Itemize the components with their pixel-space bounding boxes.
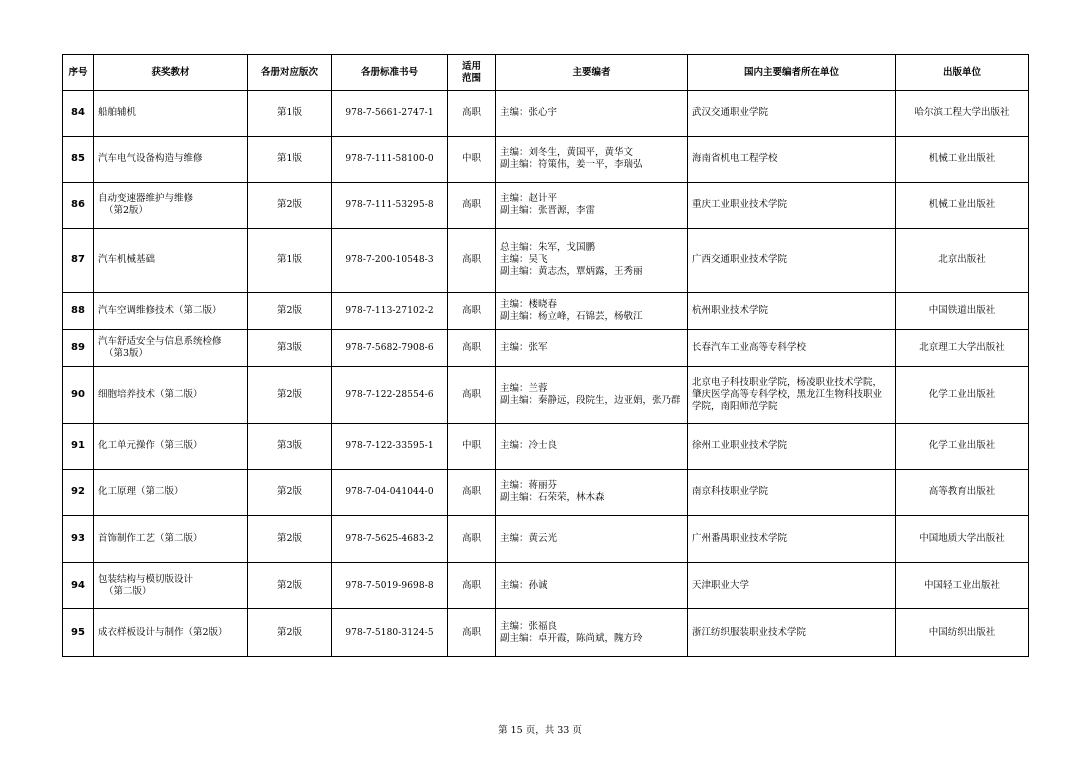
isbn-cell: 978-7-111-58100-0 bbox=[332, 136, 448, 183]
row-number: 84 bbox=[63, 91, 94, 137]
isbn-cell: 978-7-5661-2747-1 bbox=[332, 91, 448, 137]
editors-cell bbox=[496, 424, 688, 470]
edition-cell: 第1版 bbox=[248, 136, 332, 183]
edition-cell: 第2版 bbox=[248, 469, 332, 516]
editor-line: 副主编：卓开霞，陈尚斌，隗方玲 bbox=[500, 632, 643, 644]
scope-cell: 高职 bbox=[448, 469, 496, 516]
book-title: 化工原理（第二版） bbox=[98, 486, 184, 498]
row-number: 85 bbox=[63, 136, 94, 183]
publisher-cell: 哈尔滨工程大学出版社 bbox=[896, 91, 1029, 137]
editor-line: 主编：吴飞 bbox=[500, 254, 548, 266]
scope-cell: 高职 bbox=[448, 91, 496, 137]
editors-cell bbox=[496, 228, 688, 292]
isbn-cell: 978-7-5180-3124-5 bbox=[332, 609, 448, 657]
affiliation-cell bbox=[688, 516, 896, 563]
table-row bbox=[63, 516, 1029, 563]
row-number: 94 bbox=[63, 562, 94, 609]
publisher-cell: 机械工业出版社 bbox=[896, 183, 1029, 229]
header-isbn: 各册标准书号 bbox=[332, 55, 448, 91]
isbn-cell: 978-7-122-33595-1 bbox=[332, 424, 448, 470]
publisher-cell: 中国纺织出版社 bbox=[896, 609, 1029, 657]
affiliation-line: 南京科技职业学院 bbox=[692, 486, 769, 498]
affiliation-line: 海南省机电工程学校 bbox=[692, 153, 778, 165]
row-number: 86 bbox=[63, 183, 94, 229]
table-row bbox=[63, 469, 1029, 516]
affiliation-line: 长春汽车工业高等专科学校 bbox=[692, 342, 807, 354]
edition-cell: 第2版 bbox=[248, 292, 332, 329]
editor-line: 副主编：秦静远，段院生，边亚娟，张乃群 bbox=[500, 395, 681, 407]
editor-line: 主编：兰蓉 bbox=[500, 383, 548, 395]
affiliation-line: 浙江纺织服装职业技术学院 bbox=[692, 626, 807, 638]
table-row bbox=[63, 329, 1029, 366]
row-number: 95 bbox=[63, 609, 94, 657]
table-row bbox=[63, 292, 1029, 329]
book-title: 汽车舒适安全与信息系统检修 bbox=[98, 336, 222, 348]
affiliation-cell bbox=[688, 292, 896, 329]
editor-line: 总主编：朱军，戈国鹏 bbox=[500, 242, 596, 254]
editor-line: 主编：刘冬生，黄国平，黄华文 bbox=[500, 147, 634, 159]
affiliation-cell bbox=[688, 469, 896, 516]
table-row bbox=[63, 609, 1029, 657]
editors-cell bbox=[496, 562, 688, 609]
table-row bbox=[63, 228, 1029, 292]
row-number: 93 bbox=[63, 516, 94, 563]
scope-cell: 中职 bbox=[448, 136, 496, 183]
book-title-cell bbox=[94, 562, 248, 609]
affiliation-cell bbox=[688, 562, 896, 609]
affiliation-line: 杭州职业技术学院 bbox=[692, 304, 769, 316]
affiliation-cell bbox=[688, 367, 896, 424]
table-row bbox=[63, 367, 1029, 424]
editors-cell bbox=[496, 516, 688, 563]
header-edition: 各册对应版次 bbox=[248, 55, 332, 91]
edition-cell: 第2版 bbox=[248, 367, 332, 424]
affiliation-line: 广州番禺职业技术学院 bbox=[692, 533, 788, 544]
editor-line: 主编：楼晓春 bbox=[500, 298, 558, 310]
edition-cell: 第2版 bbox=[248, 609, 332, 657]
edition-cell: 第2版 bbox=[248, 183, 332, 229]
editors-cell bbox=[496, 292, 688, 329]
book-title: 自动变速器维护与维修 bbox=[98, 193, 194, 205]
book-title-cell bbox=[94, 469, 248, 516]
scope-cell: 高职 bbox=[448, 367, 496, 424]
isbn-cell: 978-7-04-041044-0 bbox=[332, 469, 448, 516]
editors-cell bbox=[496, 91, 688, 137]
publisher-cell: 北京理工大学出版社 bbox=[896, 329, 1029, 366]
editor-line: 副主编：符策伟，姜一平，李瑞弘 bbox=[500, 159, 643, 171]
header-affiliation: 国内主要编者所在单位 bbox=[688, 55, 896, 91]
book-title: 船舶辅机 bbox=[98, 107, 137, 119]
isbn-cell: 978-7-5682-7908-6 bbox=[332, 329, 448, 366]
editors-cell bbox=[496, 183, 688, 229]
affiliation-line: 武汉交通职业学院 bbox=[692, 107, 769, 119]
publisher-cell: 机械工业出版社 bbox=[896, 136, 1029, 183]
book-title-cell bbox=[94, 367, 248, 424]
isbn-cell: 978-7-111-53295-8 bbox=[332, 183, 448, 229]
publisher-cell: 中国铁道出版社 bbox=[896, 292, 1029, 329]
editor-line: 主编：张心宇 bbox=[500, 107, 558, 119]
page-footer: 第 15 页，共 33 页 bbox=[498, 725, 582, 736]
editor-line: 主编：冷士良 bbox=[500, 440, 558, 452]
book-title-cell bbox=[94, 609, 248, 657]
book-title: 化工单元操作（第三版） bbox=[98, 440, 203, 452]
editors-cell bbox=[496, 367, 688, 424]
book-title-cell bbox=[94, 136, 248, 183]
publisher-cell: 化学工业出版社 bbox=[896, 424, 1029, 470]
isbn-cell: 978-7-5019-9698-8 bbox=[332, 562, 448, 609]
affiliation-cell bbox=[688, 183, 896, 229]
editor-line: 主编：蒋丽芬 bbox=[500, 480, 558, 492]
affiliation-line: 北京电子科技职业学院，杨凌职业技术学院，肇庆医学高等专科学校，黑龙江生物科技职业学院，南阳师范学院 bbox=[692, 377, 883, 413]
book-title: 细胞培养技术（第二版） bbox=[98, 389, 203, 401]
affiliation-cell bbox=[688, 424, 896, 470]
publisher-cell: 北京出版社 bbox=[896, 228, 1029, 292]
editor-line: 副主编：张晋源，李雷 bbox=[500, 205, 596, 217]
table-row bbox=[63, 562, 1029, 609]
header-publisher: 出版单位 bbox=[896, 55, 1029, 91]
editors-cell bbox=[496, 136, 688, 183]
editor-line: 主编：孙诚 bbox=[500, 579, 548, 591]
editor-line: 主编：张军 bbox=[500, 342, 548, 354]
scope-cell: 高职 bbox=[448, 292, 496, 329]
edition-cell: 第1版 bbox=[248, 228, 332, 292]
affiliation-line: 天津职业大学 bbox=[692, 579, 750, 591]
header-scope-line: 适用 bbox=[461, 60, 481, 72]
header-no: 序号 bbox=[63, 55, 94, 91]
isbn-cell: 978-7-113-27102-2 bbox=[332, 292, 448, 329]
book-title-cell bbox=[94, 292, 248, 329]
scope-cell: 高职 bbox=[448, 562, 496, 609]
book-title: 成衣样板设计与制作（第2版） bbox=[98, 626, 228, 638]
book-title-cell bbox=[94, 329, 248, 366]
scope-cell: 中职 bbox=[448, 424, 496, 470]
header-editors: 主要编者 bbox=[496, 55, 688, 91]
header-scope bbox=[448, 55, 496, 91]
book-title: 汽车空调维修技术（第二版） bbox=[98, 304, 222, 316]
header-scope-line: 范围 bbox=[461, 72, 481, 84]
affiliation-cell bbox=[688, 329, 896, 366]
publisher-cell: 中国轻工业出版社 bbox=[896, 562, 1029, 609]
affiliation-cell bbox=[688, 609, 896, 657]
editor-line: 主编：黄云光 bbox=[500, 533, 558, 544]
editor-line: 副主编：石荣荣，林木森 bbox=[500, 492, 605, 504]
edition-cell: 第1版 bbox=[248, 91, 332, 137]
affiliation-cell bbox=[688, 136, 896, 183]
affiliation-cell bbox=[688, 228, 896, 292]
row-number: 91 bbox=[63, 424, 94, 470]
publisher-cell: 中国地质大学出版社 bbox=[896, 516, 1029, 563]
book-title: 汽车电气设备构造与维修 bbox=[98, 153, 203, 165]
isbn-cell: 978-7-5625-4683-2 bbox=[332, 516, 448, 563]
book-title-cell bbox=[94, 183, 248, 229]
editor-line: 主编：赵计平 bbox=[500, 193, 558, 205]
affiliation-line: 广西交通职业技术学院 bbox=[692, 254, 788, 266]
table-body bbox=[63, 91, 1029, 657]
scope-cell: 高职 bbox=[448, 183, 496, 229]
row-number: 90 bbox=[63, 367, 94, 424]
table-row bbox=[63, 183, 1029, 229]
book-title-cell bbox=[94, 516, 248, 563]
edition-cell: 第3版 bbox=[248, 424, 332, 470]
header-title: 获奖教材 bbox=[94, 55, 248, 91]
book-title: （第二版） bbox=[104, 585, 152, 597]
edition-cell: 第2版 bbox=[248, 562, 332, 609]
affiliation-line: 重庆工业职业技术学院 bbox=[692, 199, 788, 211]
table-row bbox=[63, 136, 1029, 183]
table-row bbox=[63, 91, 1029, 137]
publisher-cell: 化学工业出版社 bbox=[896, 367, 1029, 424]
book-title: 汽车机械基础 bbox=[98, 254, 156, 266]
edition-cell: 第3版 bbox=[248, 329, 332, 366]
row-number: 88 bbox=[63, 292, 94, 329]
isbn-cell: 978-7-122-28554-6 bbox=[332, 367, 448, 424]
scope-cell: 高职 bbox=[448, 516, 496, 563]
row-number: 92 bbox=[63, 469, 94, 516]
scope-cell: 高职 bbox=[448, 228, 496, 292]
header-row bbox=[63, 55, 1029, 91]
book-title-cell bbox=[94, 424, 248, 470]
editors-cell bbox=[496, 609, 688, 657]
awards-table bbox=[62, 54, 1029, 657]
scope-cell: 高职 bbox=[448, 329, 496, 366]
row-number: 87 bbox=[63, 228, 94, 292]
edition-cell: 第2版 bbox=[248, 516, 332, 563]
book-title-cell bbox=[94, 91, 248, 137]
affiliation-cell bbox=[688, 91, 896, 137]
book-title: 包装结构与模切版设计 bbox=[98, 573, 194, 585]
book-title: 首饰制作工艺（第二版） bbox=[98, 533, 203, 544]
editors-cell bbox=[496, 469, 688, 516]
row-number: 89 bbox=[63, 329, 94, 366]
affiliation-line: 徐州工业职业技术学院 bbox=[692, 440, 788, 452]
editor-line: 主编：张福良 bbox=[500, 620, 558, 632]
book-title-cell bbox=[94, 228, 248, 292]
editors-cell bbox=[496, 329, 688, 366]
editor-line: 副主编：黄志杰，覃炳露，王秀丽 bbox=[500, 266, 643, 278]
editor-line: 副主编：杨立峰，石锦芸，杨敬江 bbox=[500, 310, 643, 322]
book-title: （第2版） bbox=[104, 205, 149, 217]
isbn-cell: 978-7-200-10548-3 bbox=[332, 228, 448, 292]
table-row bbox=[63, 424, 1029, 470]
book-title: （第3版） bbox=[104, 348, 149, 360]
publisher-cell: 高等教育出版社 bbox=[896, 469, 1029, 516]
scope-cell: 高职 bbox=[448, 609, 496, 657]
